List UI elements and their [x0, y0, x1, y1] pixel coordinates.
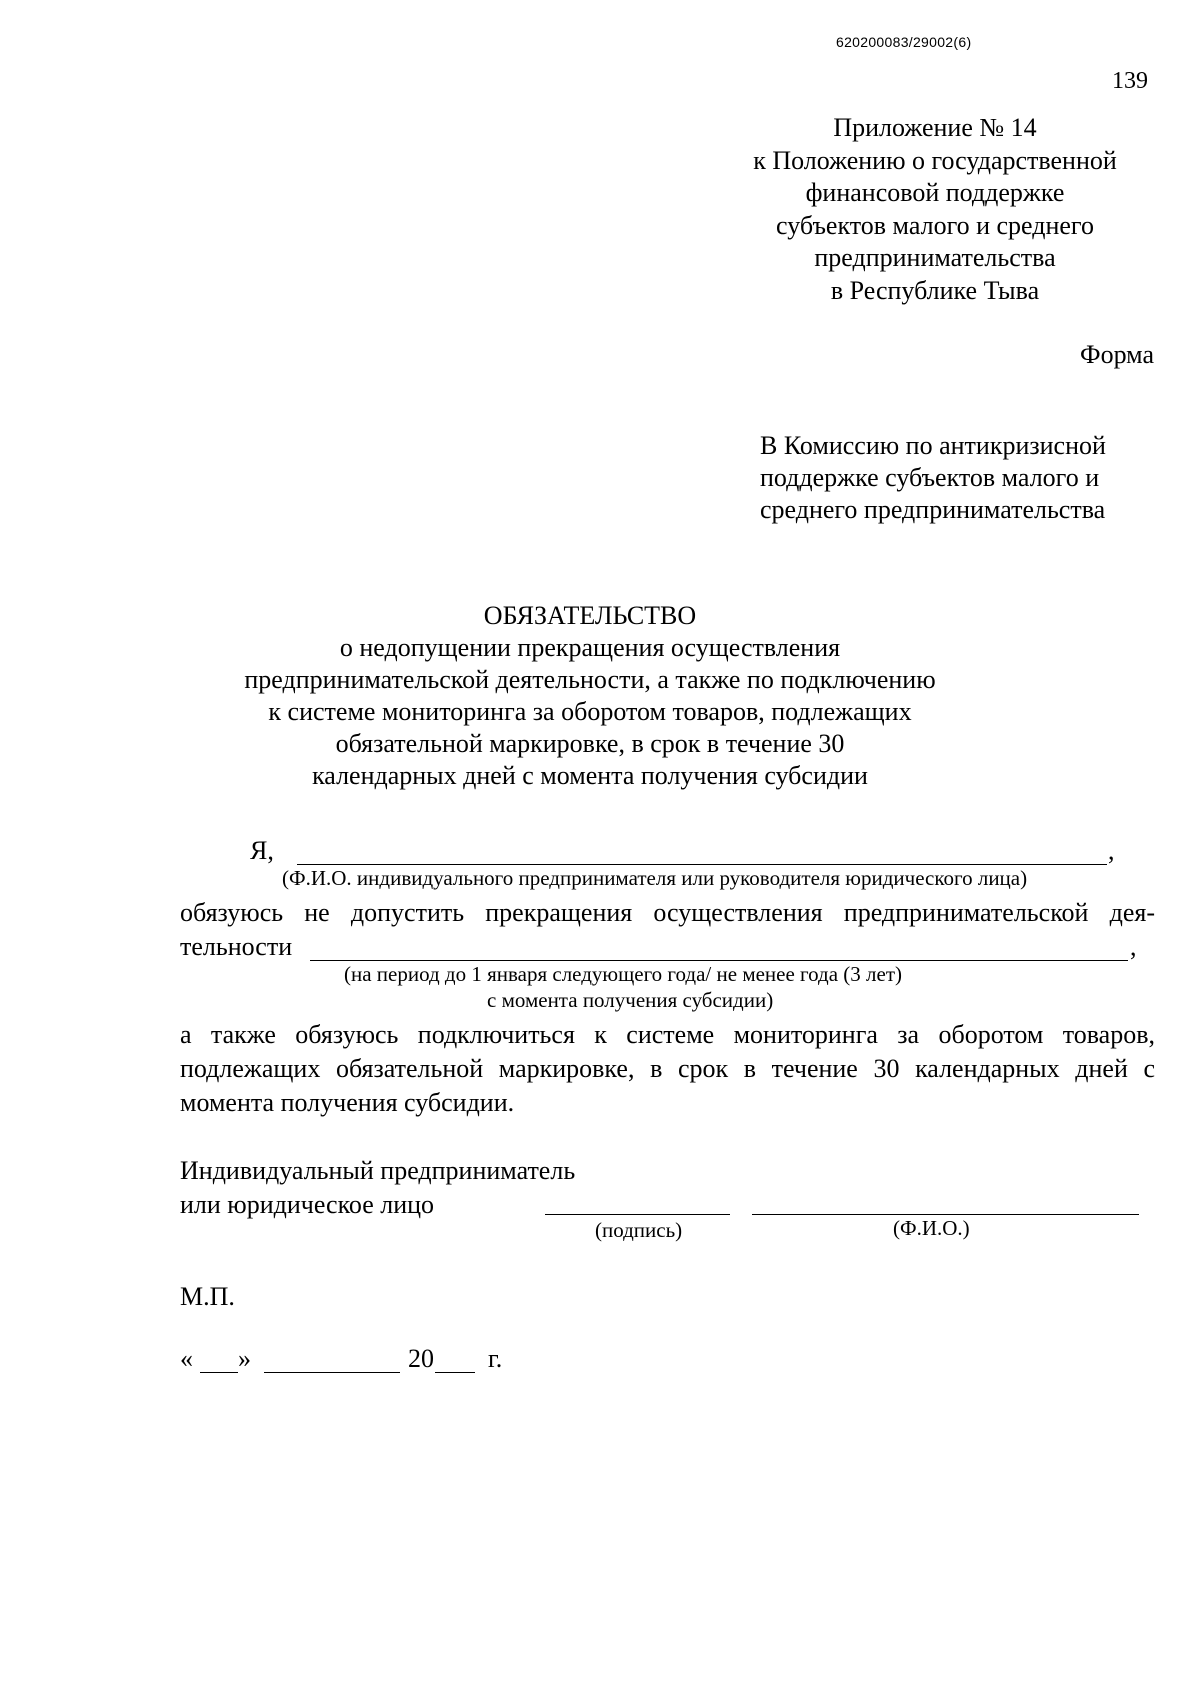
obligation-line: обязуюсь не допустить прекращения осуществления предпринимательской дея-: [180, 898, 1155, 927]
page-number: 139: [1112, 68, 1148, 94]
month-input-line[interactable]: [264, 1372, 400, 1373]
title-block: [180, 600, 1000, 792]
addressee-block: [760, 430, 1106, 526]
date-open-quote: «: [180, 1344, 193, 1373]
comma: ,: [1108, 836, 1115, 865]
day-input-line[interactable]: [200, 1372, 238, 1373]
document-heading: ОБЯЗАТЕЛЬСТВО: [483, 601, 697, 630]
obligation-line: тельности: [180, 932, 293, 961]
monitoring-line: а также обязуюсь подключиться к системе мониторинга за оборотом товаров,: [180, 1020, 1155, 1049]
period-input-line[interactable]: [310, 960, 1128, 961]
period-caption: с момента получения субсидии): [487, 988, 774, 1012]
appendix-line: предпринимательства: [814, 243, 1056, 272]
fio-input-line[interactable]: [297, 864, 1107, 865]
monitoring-line: подлежащих обязательной маркировке, в срок в течение 30 календарных дней с: [180, 1054, 1155, 1083]
appendix-block: [730, 112, 1140, 307]
appendix-line: в Республике Тыва: [830, 275, 1040, 305]
stamp-label: М.П.: [180, 1282, 235, 1311]
appendix-line: субъектов малого и среднего: [776, 210, 1094, 240]
signer-label: или юридическое лицо: [180, 1190, 435, 1219]
addressee-line: В Комиссию по антикризисной: [760, 431, 1106, 460]
date-close-quote: »: [238, 1344, 251, 1373]
signer-fio-input-line[interactable]: [752, 1214, 1139, 1215]
title-line: о недопущении прекращения осуществления: [339, 633, 841, 662]
appendix-line: Приложение № 14: [833, 113, 1037, 142]
year-input-line[interactable]: [435, 1372, 475, 1373]
fio-caption: (Ф.И.О. индивидуального предпринимателя или руководителя юридического лица): [282, 866, 1028, 890]
period-caption: (на период до 1 января следующего года/ не менее года (3 лет): [344, 962, 903, 986]
title-line: к системе мониторинга за оборотом товаров, подлежащих: [268, 697, 912, 726]
ya-label: Я,: [250, 836, 274, 865]
signer-label: Индивидуальный предприниматель: [180, 1156, 576, 1185]
signature-input-line[interactable]: [545, 1214, 730, 1215]
title-line: календарных дней с момента получения субсидии: [312, 761, 868, 790]
addressee-line: поддержке субъектов малого и: [760, 463, 1100, 492]
signature-caption: (подпись): [595, 1218, 683, 1242]
title-line: предпринимательской деятельности, а также по подключению: [244, 665, 936, 694]
document-id: 620200083/29002(6): [836, 34, 972, 50]
comma: ,: [1130, 932, 1137, 961]
addressee-line: среднего предпринимательства: [760, 495, 1106, 524]
appendix-line: финансовой поддержке: [805, 178, 1065, 207]
appendix-line: к Положению о государственной: [753, 145, 1117, 175]
form-label: Форма: [1080, 340, 1154, 369]
signer-fio-caption: (Ф.И.О.): [893, 1216, 970, 1240]
year-suffix: г.: [488, 1344, 503, 1373]
monitoring-line: момента получения субсидии.: [180, 1088, 515, 1117]
title-line: обязательной маркировке, в срок в течение 30: [335, 729, 845, 758]
year-prefix: 20: [408, 1344, 434, 1373]
